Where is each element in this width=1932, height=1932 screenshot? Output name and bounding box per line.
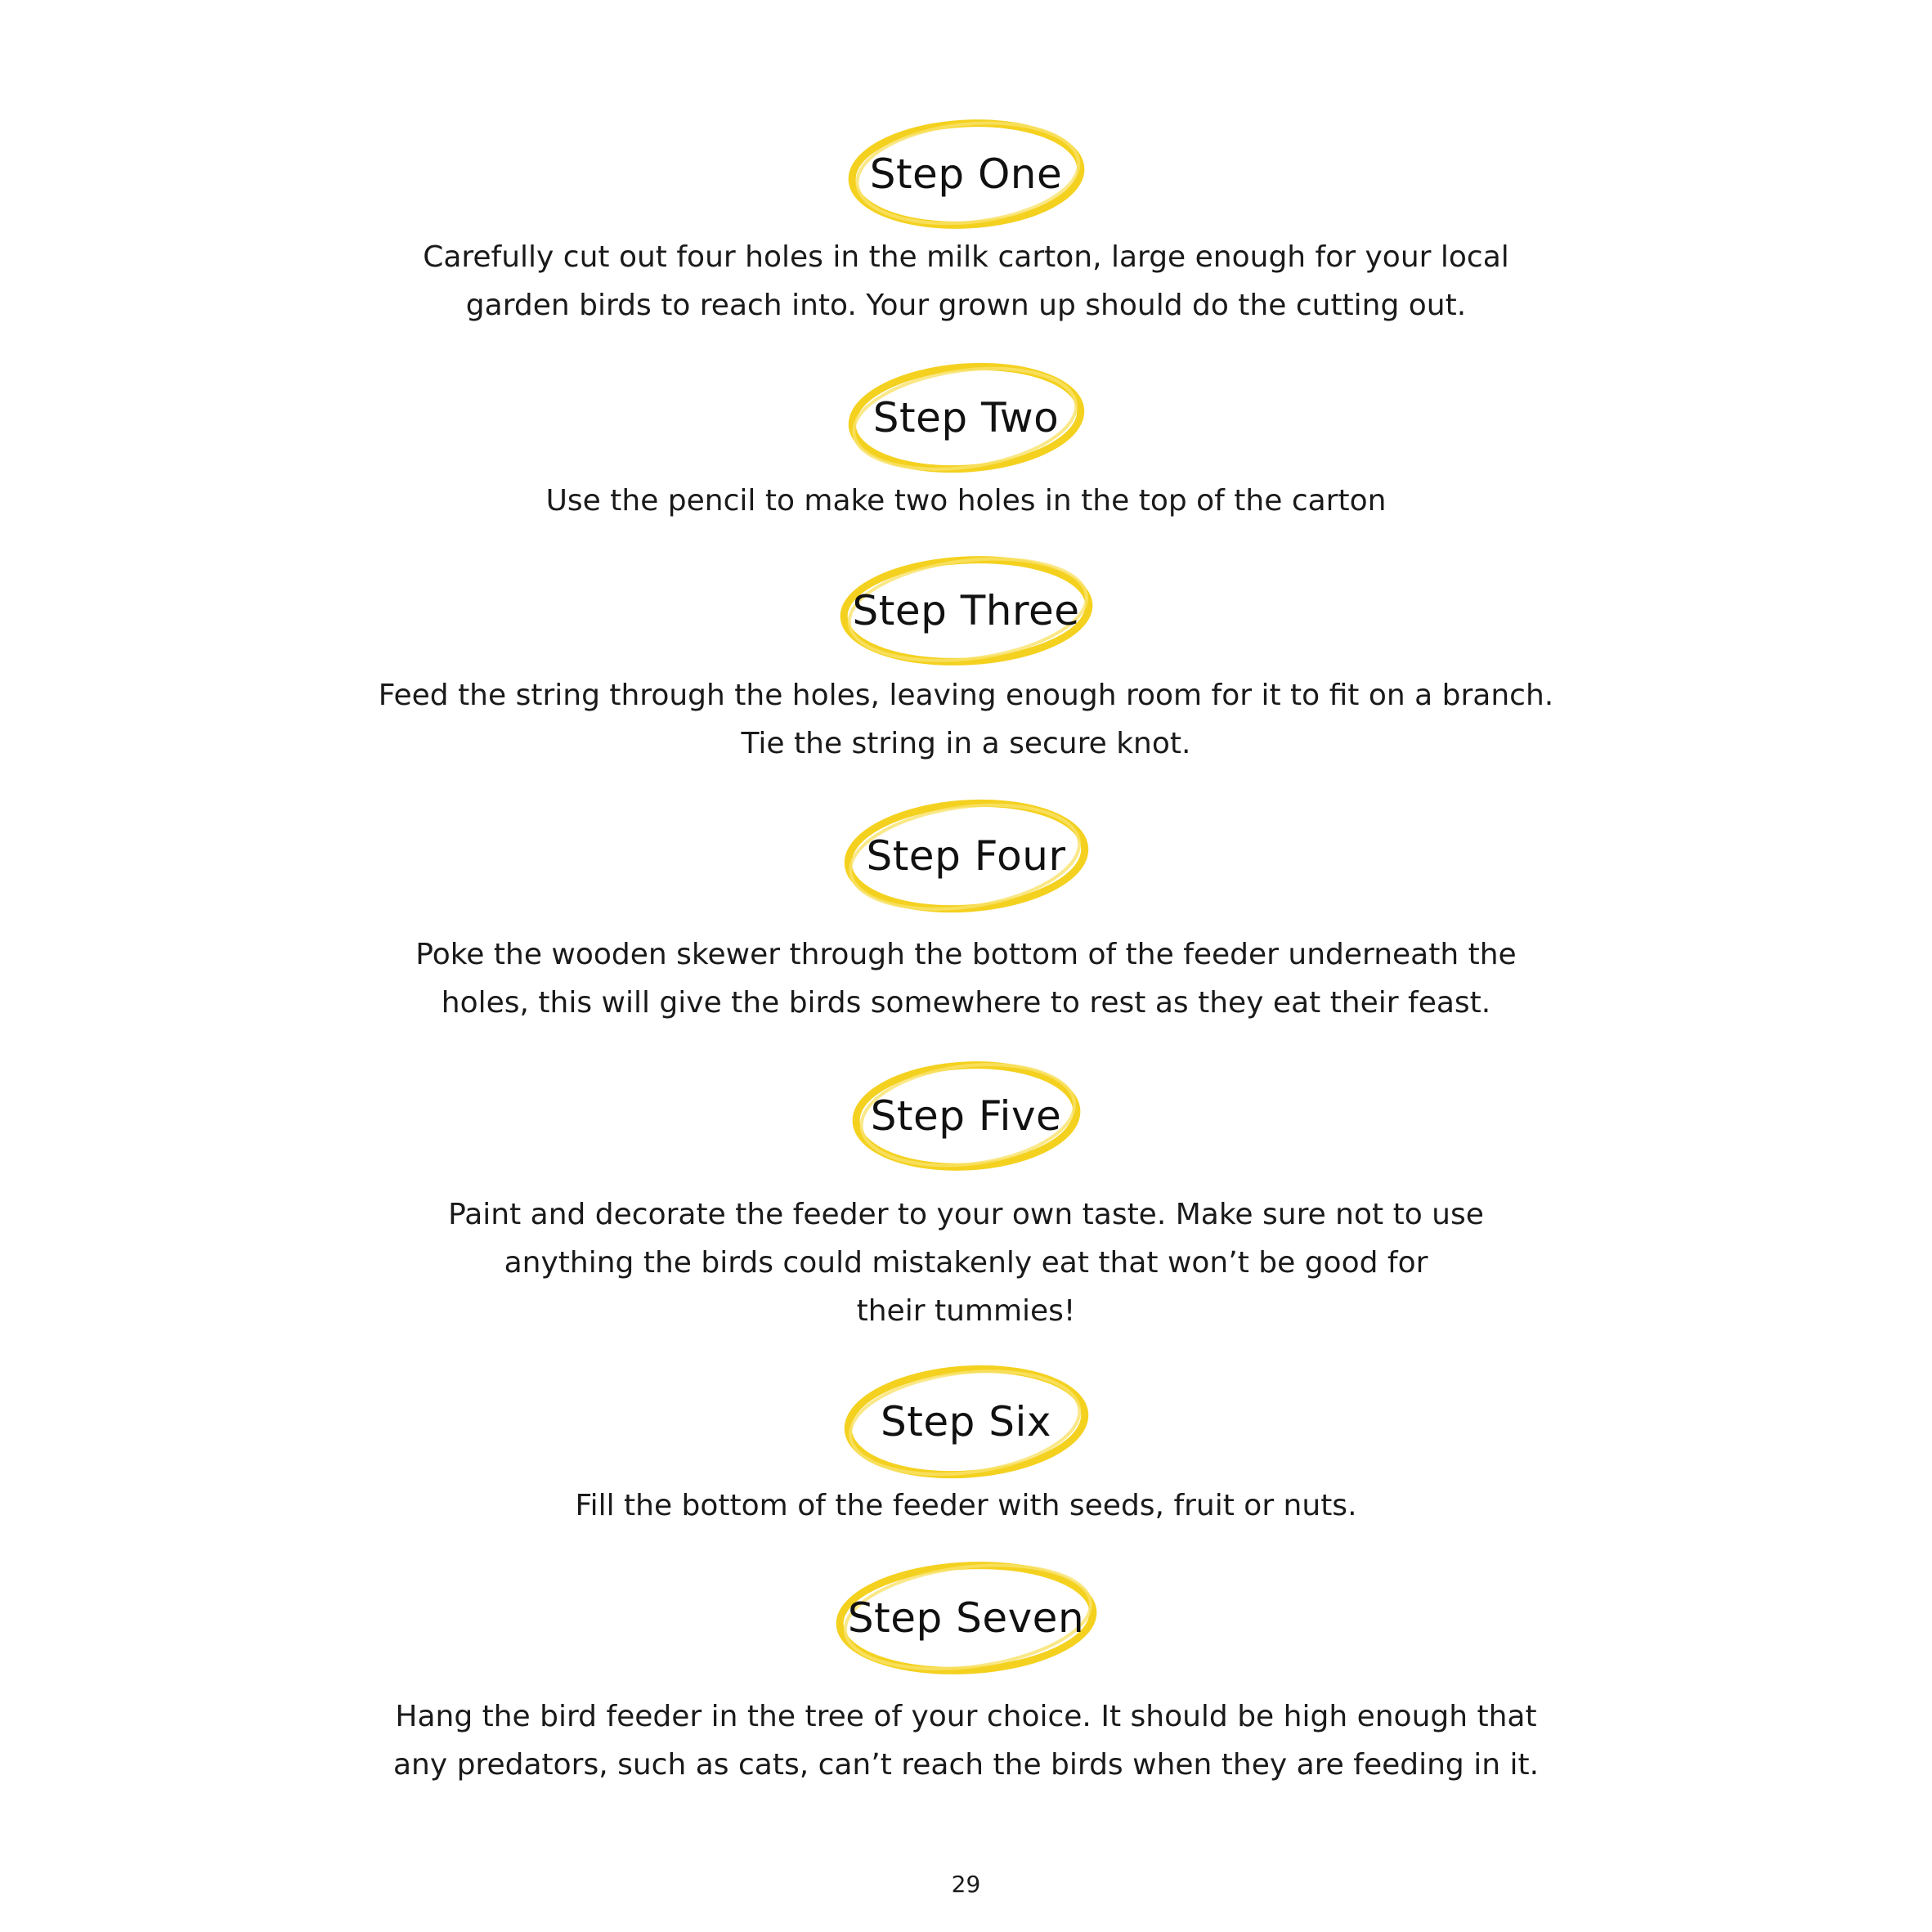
step-description <box>327 671 1605 768</box>
step-line: Fill the bottom of the feeder with seeds, fruit or nuts. <box>575 1489 1357 1522</box>
step-line: Hang the bird feeder in the tree of your choice. It should be high enough that <box>395 1700 1537 1733</box>
step-title: Step Seven <box>847 1594 1085 1642</box>
step-heading-five <box>0 1055 1932 1177</box>
step-title: Step Two <box>872 394 1060 442</box>
step-line: Poke the wooden skewer through the bottom of the feeder underneath the <box>415 938 1517 971</box>
step-line: their tummies! <box>856 1294 1076 1328</box>
step-line: garden birds to reach into. Your grown up should do the cutting out. <box>465 289 1467 322</box>
step-line: holes, this will give the birds somewhere to rest as they eat their feast. <box>441 986 1491 1020</box>
step-description <box>327 477 1605 525</box>
step-heading-four <box>0 795 1932 917</box>
step-heading-seven <box>0 1557 1932 1679</box>
step-heading-two <box>0 356 1932 479</box>
step-heading-six <box>0 1360 1932 1483</box>
step-description <box>327 1481 1605 1530</box>
step-title: Step Five <box>870 1092 1062 1140</box>
step-line: Tie the string in a secure knot. <box>741 727 1191 760</box>
step-description <box>327 930 1605 1027</box>
page-number: 29 <box>951 1871 981 1898</box>
step-line: anything the birds could mistakenly eat that won’t be good for <box>504 1246 1428 1280</box>
step-title: Step One <box>869 150 1063 198</box>
step-heading-one <box>0 113 1932 235</box>
step-line: Paint and decorate the feeder to your own taste. Make sure not to use <box>448 1198 1484 1231</box>
step-description <box>327 1190 1605 1335</box>
step-description <box>327 233 1605 329</box>
step-line: Feed the string through the holes, leaving enough room for it to fit on a branch. <box>378 679 1554 712</box>
step-description <box>327 1692 1605 1789</box>
step-title: Step Four <box>866 832 1066 880</box>
step-title: Step Three <box>852 587 1080 634</box>
step-line: any predators, such as cats, can’t reach the birds when they are feeding in it. <box>392 1748 1540 1782</box>
step-line: Carefully cut out four holes in the milk carton, large enough for your local <box>423 240 1509 274</box>
step-line: Use the pencil to make two holes in the top of the carton <box>545 484 1387 518</box>
step-title: Step Six <box>881 1398 1051 1446</box>
step-heading-three <box>0 549 1932 672</box>
